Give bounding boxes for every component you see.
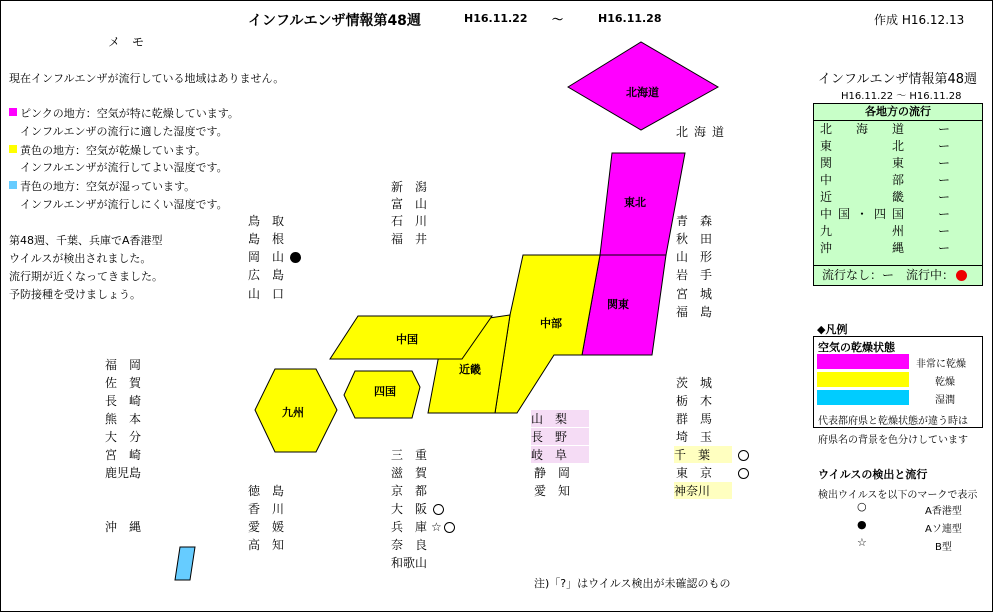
pref-fukushima: 福 島 <box>676 305 713 319</box>
legend-swatch-pink <box>817 354 909 369</box>
pref-saitama: 埼 玉 <box>676 430 713 444</box>
memo-status: 現在インフルエンザが流行している地域はありません。 <box>9 72 285 85</box>
virus-b-mark: ☆ <box>431 520 442 534</box>
region-status-name: 中 部 <box>820 173 904 187</box>
region-status-footer <box>813 265 983 286</box>
pref-fukuoka: 福 岡 <box>105 358 142 372</box>
pref-niigata: 新 潟 <box>391 180 428 194</box>
virus-a-hongkong-mark <box>738 450 749 461</box>
memo-note-1: 第48週、千葉、兵庫でA香港型 <box>9 234 163 247</box>
region-chubu-shape <box>495 255 600 413</box>
memo-blue-1: 青色の地方：空気が湿っています。 <box>20 180 196 193</box>
epidemic-red-dot-icon <box>956 270 967 281</box>
pref-hyogo-row <box>391 518 455 535</box>
region-status-row <box>814 138 982 155</box>
pref-hyogo: 兵 庫 <box>391 520 428 534</box>
pref-kumamoto: 熊 本 <box>105 412 142 426</box>
pref-nara: 奈 良 <box>391 538 428 552</box>
virus-legend-title: ウイルスの検出と流行 <box>818 468 928 481</box>
memo-heading: メ モ <box>108 35 145 49</box>
virus-legend-soviet: Aソ連型 <box>925 524 962 535</box>
region-status-value: ー <box>938 139 951 153</box>
region-status-value: ー <box>938 173 951 187</box>
region-status-value: ー <box>938 241 951 255</box>
pref-gunma: 群 馬 <box>676 412 713 426</box>
memo-note-2: ウイルスが検出されました。 <box>9 252 152 265</box>
region-status-table <box>813 103 983 286</box>
legend-title: ◆凡例 <box>817 323 848 336</box>
pref-tottori: 鳥 取 <box>248 214 285 228</box>
pref-oita: 大 分 <box>105 430 142 444</box>
pref-miyagi: 宮 城 <box>676 287 713 301</box>
pref-shiga: 滋 賀 <box>391 466 428 480</box>
pref-ibaraki: 茨 城 <box>676 376 713 390</box>
virus-legend-b: B型 <box>935 542 952 553</box>
region-label-kinki: 近畿 <box>459 363 481 376</box>
memo-pink-1: ピンクの地方：空気が特に乾燥しています。 <box>20 107 239 120</box>
pref-gifu: 岐 阜 <box>531 446 589 463</box>
region-label-chubu: 中部 <box>540 317 562 330</box>
footnote: 注)「?」はウイルス検出が未確認のもの <box>534 577 731 590</box>
virus-legend-mark-hongkong: ○ <box>857 500 867 513</box>
pref-iwate: 岩 手 <box>676 268 713 282</box>
region-status-name: 東 北 <box>820 139 904 153</box>
pref-ehime: 愛 媛 <box>248 520 285 534</box>
legend-note-2: 府県名の背景を色分けしています <box>818 435 968 446</box>
pref-kyoto: 京 都 <box>391 484 428 498</box>
pref-tokushima: 徳 島 <box>248 484 285 498</box>
region-status-value: ー <box>938 207 951 221</box>
created-date: 作成 H16.12.13 <box>874 13 965 27</box>
legend-swatch-blue <box>817 390 909 405</box>
pref-okinawa: 沖 縄 <box>105 520 142 534</box>
memo-pink-2: インフルエンザの流行に適した湿度です。 <box>20 125 228 138</box>
pref-nagano: 長 野 <box>531 428 589 445</box>
page-title: インフルエンザ情報第48週 <box>248 13 421 29</box>
region-okinawa-shape <box>175 547 195 580</box>
pref-kochi: 高 知 <box>248 538 285 552</box>
pref-kagoshima: 鹿児島 <box>105 466 142 480</box>
region-status-row <box>814 206 982 223</box>
legend-subtitle: 空気の乾燥状態 <box>818 341 895 354</box>
memo-blue-2: インフルエンザが流行しにくい湿度です。 <box>20 198 228 211</box>
pref-yamaguchi: 山 口 <box>248 287 285 301</box>
pref-ishikawa: 石 川 <box>391 214 428 228</box>
pref-toyama: 富 山 <box>391 197 428 211</box>
legend-item-dry: 乾燥 <box>935 377 955 388</box>
virus-legend-mark-soviet: ● <box>857 518 867 531</box>
memo-note-4: 予防接種を受けましょう。 <box>9 288 141 301</box>
pref-mie: 三 重 <box>391 448 428 462</box>
region-status-row <box>814 189 982 206</box>
pref-yamagata: 山 形 <box>676 250 713 264</box>
date-to: H16.11.28 <box>598 12 662 25</box>
pref-shimane: 島 根 <box>248 232 285 246</box>
pref-akita: 秋 田 <box>676 232 713 246</box>
region-status-value: ー <box>938 156 951 170</box>
panel-dates: H16.11.22 ～ H16.11.28 <box>841 91 962 102</box>
legend-item-very-dry: 非常に乾燥 <box>916 359 966 370</box>
region-status-value: ー <box>938 122 951 136</box>
virus-legend-mark-b: ☆ <box>857 536 867 549</box>
region-status-row <box>814 121 982 138</box>
legend-note-1: 代表都府県と乾燥状態が違う時は <box>818 416 968 427</box>
pref-tokyo-row <box>676 464 749 481</box>
date-from: H16.11.22 <box>464 12 528 25</box>
pref-kanagawa: 神奈川 <box>674 482 732 499</box>
pref-aichi: 愛 知 <box>534 484 571 498</box>
region-label-shikoku: 四国 <box>374 385 396 398</box>
virus-legend-subtitle: 検出ウイルスを以下のマークで表示 <box>818 490 978 501</box>
pref-fukui: 福 井 <box>391 232 428 246</box>
pref-okayama-row <box>248 248 301 265</box>
region-status-row <box>814 155 982 172</box>
memo-yellow-1: 黄色の地方：空気が乾燥しています。 <box>20 144 207 157</box>
pref-hiroshima: 広 島 <box>248 268 285 282</box>
virus-a-hongkong-mark <box>738 468 749 479</box>
region-label-tohoku: 東北 <box>624 196 646 209</box>
pref-yamanashi: 山 梨 <box>531 410 589 427</box>
region-status-row <box>814 240 982 257</box>
pref-chiba: 千 葉 <box>674 446 732 463</box>
pref-saga: 佐 賀 <box>105 376 142 390</box>
region-label-hokkaido: 北海道 <box>626 86 659 99</box>
status-legend-text: 流行なし：ー 流行中： <box>822 268 955 282</box>
region-status-name: 沖 縄 <box>820 241 904 255</box>
pref-shizuoka: 静 岡 <box>534 466 571 480</box>
pref-osaka: 大 阪 <box>391 502 428 516</box>
region-status-name: 九 州 <box>820 224 904 238</box>
region-status-row <box>814 172 982 189</box>
region-status-name: 北 海 道 <box>820 122 904 136</box>
pref-tokyo: 東 京 <box>676 466 713 480</box>
pref-tochigi: 栃 木 <box>676 394 713 408</box>
region-status-value: ー <box>938 190 951 204</box>
virus-a-soviet-mark <box>290 252 301 263</box>
region-status-row <box>814 223 982 240</box>
pref-nagasaki: 長 崎 <box>105 394 142 408</box>
legend-swatch-yellow <box>817 372 909 387</box>
pref-chiba-row <box>674 446 749 463</box>
region-status-header: 各地方の流行 <box>814 104 982 121</box>
legend-item-humid: 湿潤 <box>935 395 955 406</box>
memo-note-3: 流行期が近くなってきました。 <box>9 270 163 283</box>
pref-hokkaido: 北海道 <box>676 125 731 139</box>
virus-legend-hongkong: A香港型 <box>925 506 962 517</box>
pref-aomori: 青 森 <box>676 214 713 228</box>
pref-kagawa: 香 川 <box>248 502 285 516</box>
region-status-name: 中国・四国 <box>820 207 904 221</box>
region-status-name: 近 畿 <box>820 190 904 204</box>
region-status-name: 関 東 <box>820 156 904 170</box>
pref-okayama: 岡 山 <box>248 250 285 264</box>
virus-a-hongkong-mark <box>433 504 444 515</box>
region-status-value: ー <box>938 224 951 238</box>
pref-osaka-row <box>391 500 444 517</box>
pref-wakayama: 和歌山 <box>391 556 428 570</box>
panel-title: インフルエンザ情報第48週 <box>818 72 978 87</box>
memo-yellow-2: インフルエンザが流行してよい湿度です。 <box>20 161 228 174</box>
date-tilde: ～ <box>552 13 563 26</box>
virus-a-hongkong-mark <box>444 522 455 533</box>
region-label-kanto: 関東 <box>607 298 629 311</box>
region-label-chugoku: 中国 <box>396 333 418 346</box>
pref-miyazaki: 宮 崎 <box>105 448 142 462</box>
region-label-kyushu: 九州 <box>282 406 304 419</box>
